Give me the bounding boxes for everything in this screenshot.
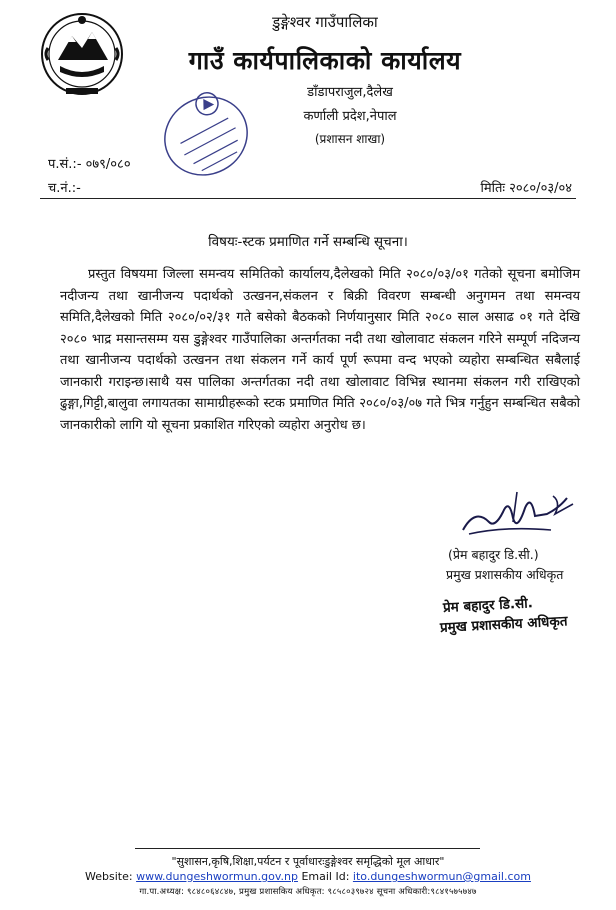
- website-label: Website:: [85, 870, 133, 883]
- footer-web-line: [0, 870, 616, 883]
- footer-contact-numbers: गा.पा.अध्यक्ष: ९८४८०६४८४७, प्रमुख प्रशासकिय अधिकृत: ९८५८०३९७२४ सूचना अधिकारी:९८४१५७५७४७: [139, 887, 477, 897]
- office-address-province: कर्णाली प्रदेश,नेपाल: [303, 109, 397, 124]
- office-title: गाउँ कार्यपालिकाको कार्यालय: [188, 46, 462, 75]
- notice-body: प्रस्तुत विषयमा जिल्ला समन्वय समितिको कार्यालय,दैलेखको मिति २०८०/०३/०१ गतेको सूचना बमोजिम नदीजन्य तथा खानीजन्य पदार्थको उत्खनन,संकलन र बिक्री विवरण सम्बन्धी अनुगमन तथा समन्वय समिति,दैलेखको मिति २०८०/०२/३१ गते बसेको बैठकको निर्णयानुसार मिति २०८० साल असाढ ०१ गते देखि २०८० भाद्र मसान्तसम्म यस डुङ्गेश्वर गाउँपालिका अन्तर्गतका नदी तथा खोलावाट संकलन गरिने सम्पूर्ण नदिजन्य तथा खानीजन्य पदार्थको उत्खनन तथा संकलन गर्ने कार्य पूर्ण रूपमा वन्द भएको व्यहोरा सम्बन्धित सबैलाई जानकारी गराइन्छ।साथै यस पालिका अन्तर्गतका नदी तथा खोलावाट विभिन्न स्थानमा संकलन गरी राखिएको ढुङ्गा,गिट्टी,बालुवा लगायतका सामाग्रीहरूको स्टक प्रमाणित मिति २०८०/०३/०७ गते भित्र गर्नुहुन सम्बन्धित सबैको जानकारीको लागि यो सूचना प्रकाशित गरिएको व्यहोरा अनुरोध छ।: [60, 267, 580, 433]
- handwritten-signature: [455, 478, 585, 548]
- office-address-district: डाँडापराजुल,दैलेख: [307, 85, 393, 100]
- dispatch-number: च.नं.:-: [48, 181, 81, 196]
- nepal-emblem-logo: [38, 8, 126, 100]
- footer-divider: [135, 848, 480, 849]
- website-link[interactable]: www.dungeshwormun.gov.np: [136, 870, 298, 883]
- letter-date: मितिः २०८०/०३/०४: [480, 181, 572, 196]
- notice-subject: विषयः-स्टक प्रमाणित गर्ने सम्बन्धि सूचना।: [208, 234, 408, 250]
- email-label: Email Id:: [301, 870, 350, 883]
- footer-motto: "सुशासन,कृषि,शिक्षा,पर्यटन र पूर्वाधारःडुङ्गेश्वर समृद्धिको मूल आधार": [171, 855, 445, 868]
- header-divider: [40, 198, 576, 199]
- letter-reference-number: प.सं.:- ०७९/०८०: [48, 157, 131, 172]
- office-round-stamp: [150, 86, 262, 186]
- signatory-title: प्रमुख प्रशासकीय अधिकृत: [446, 567, 564, 582]
- email-link[interactable]: ito.dungeshwormun@gmail.com: [352, 870, 531, 883]
- municipality-name: डुङ्गेश्वर गाउँपालिका: [272, 13, 378, 31]
- section-name: (प्रशासन शाखा): [314, 132, 386, 146]
- name-stamp: प्रेम बहादुर डि.सी.: [442, 595, 534, 616]
- designation-stamp: प्रमुख प्रशासकीय अधिकृत: [439, 613, 568, 636]
- signatory-name: (प्रेम बहादुर डि.सी.): [448, 547, 539, 562]
